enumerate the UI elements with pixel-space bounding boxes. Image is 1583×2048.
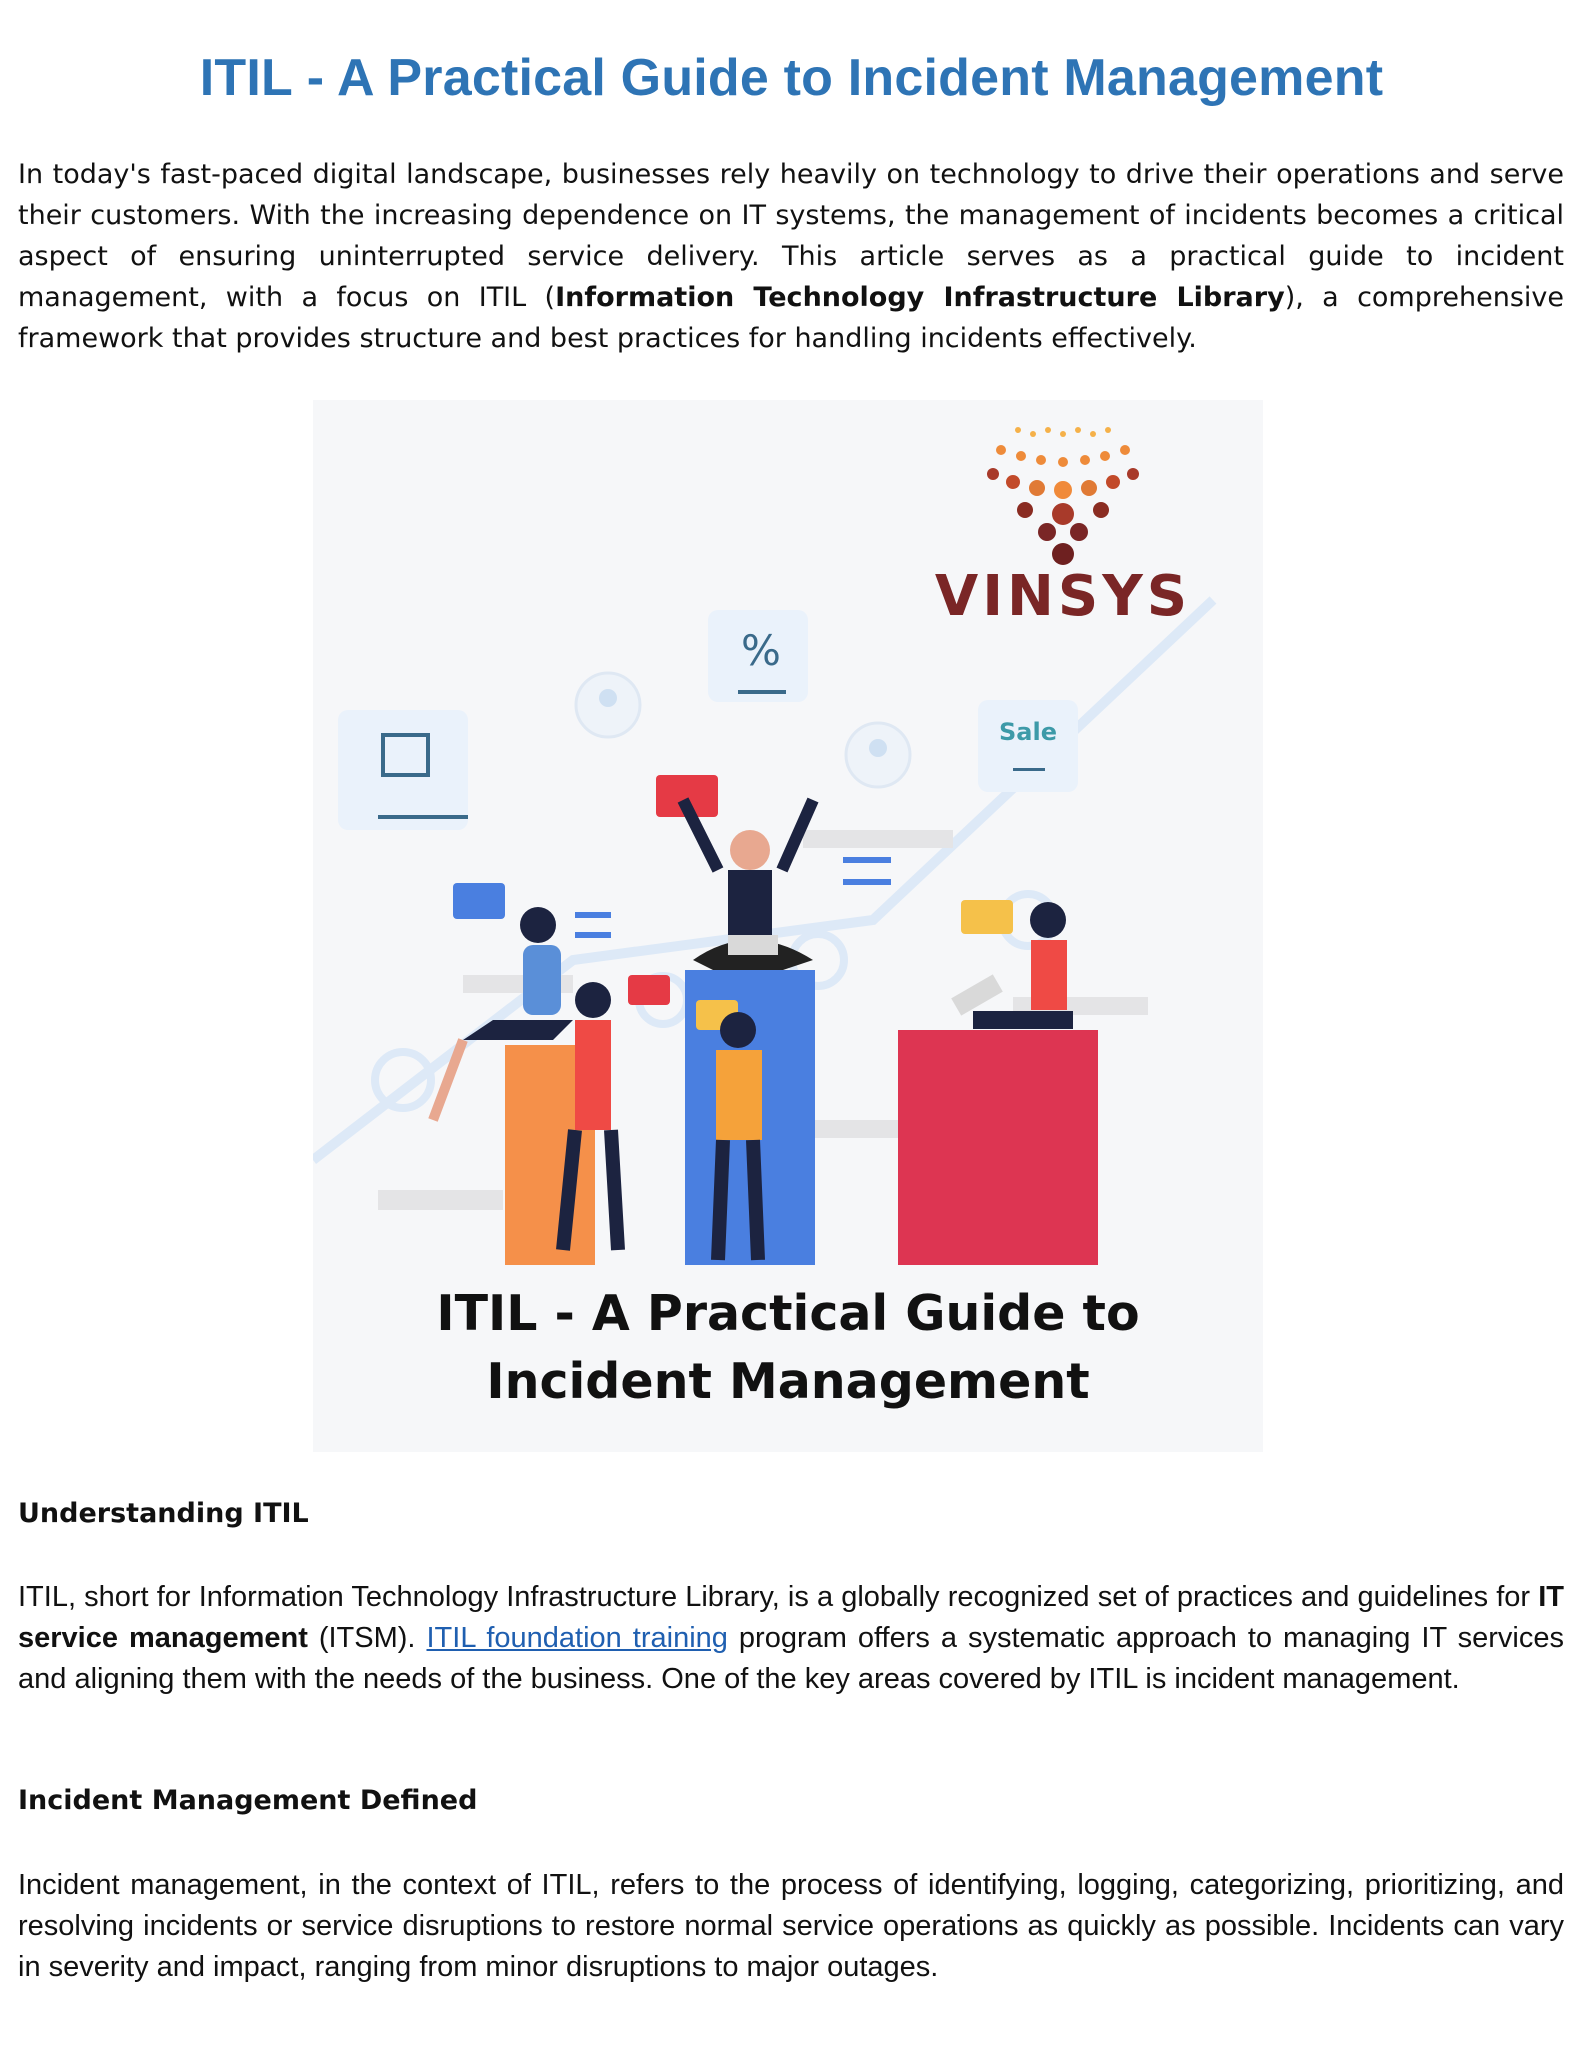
understanding-itil-paragraph: ITIL, short for Information Technology Infrastructure Library, is a globally recognized set of practices and guidelines for IT service management (ITSM). ITIL foundation training program offers a systematic approach to managing IT services and aligning them with the needs of the business. One of the key areas covered by ITIL is incident management.: [18, 1581, 1564, 1695]
itsm-bold-term: IT service management: [18, 1581, 1564, 1654]
hero-illustration: [313, 400, 1263, 1452]
section-heading-understanding-itil: Understanding ITIL: [18, 1498, 309, 1529]
vinsys-wordmark: VINSYS: [934, 564, 1192, 629]
intro-bold-term: Information Technology Infrastructure Library: [555, 282, 1285, 313]
illustration-caption: ITIL - A Practical Guide to Incident Management: [436, 1285, 1140, 1410]
vinsys-logo-mark: [987, 427, 1139, 565]
sale-badge-text: Sale: [999, 718, 1057, 746]
intro-paragraph: In today's fast-paced digital landscape, businesses rely heavily on technology to drive their operations and serve their customers. With the increasing dependence on IT systems, the management of incidents becomes a critical aspect of ensuring uninterrupted service delivery. This article serves as a practical guide to incident management, with a focus on ITIL (Information Technology Infrastructure Library), a comprehensive framework that provides structure and best practices for handling incidents effectively.: [18, 159, 1564, 354]
incident-management-paragraph: Incident management, in the context of ITIL, refers to the process of identifying, logging, categorizing, prioritizing, and resolving incidents or service disruptions to restore normal service operations as quickly as possible. Incidents can vary in severity and impact, ranging from minor disruptions to major outages.: [18, 1869, 1564, 1983]
page-title: ITIL - A Practical Guide to Incident Management: [199, 49, 1384, 107]
percent-badge-text: %: [741, 626, 781, 675]
itil-foundation-training-link[interactable]: ITIL foundation training: [426, 1622, 728, 1654]
section-heading-incident-management-defined: Incident Management Defined: [18, 1785, 478, 1816]
